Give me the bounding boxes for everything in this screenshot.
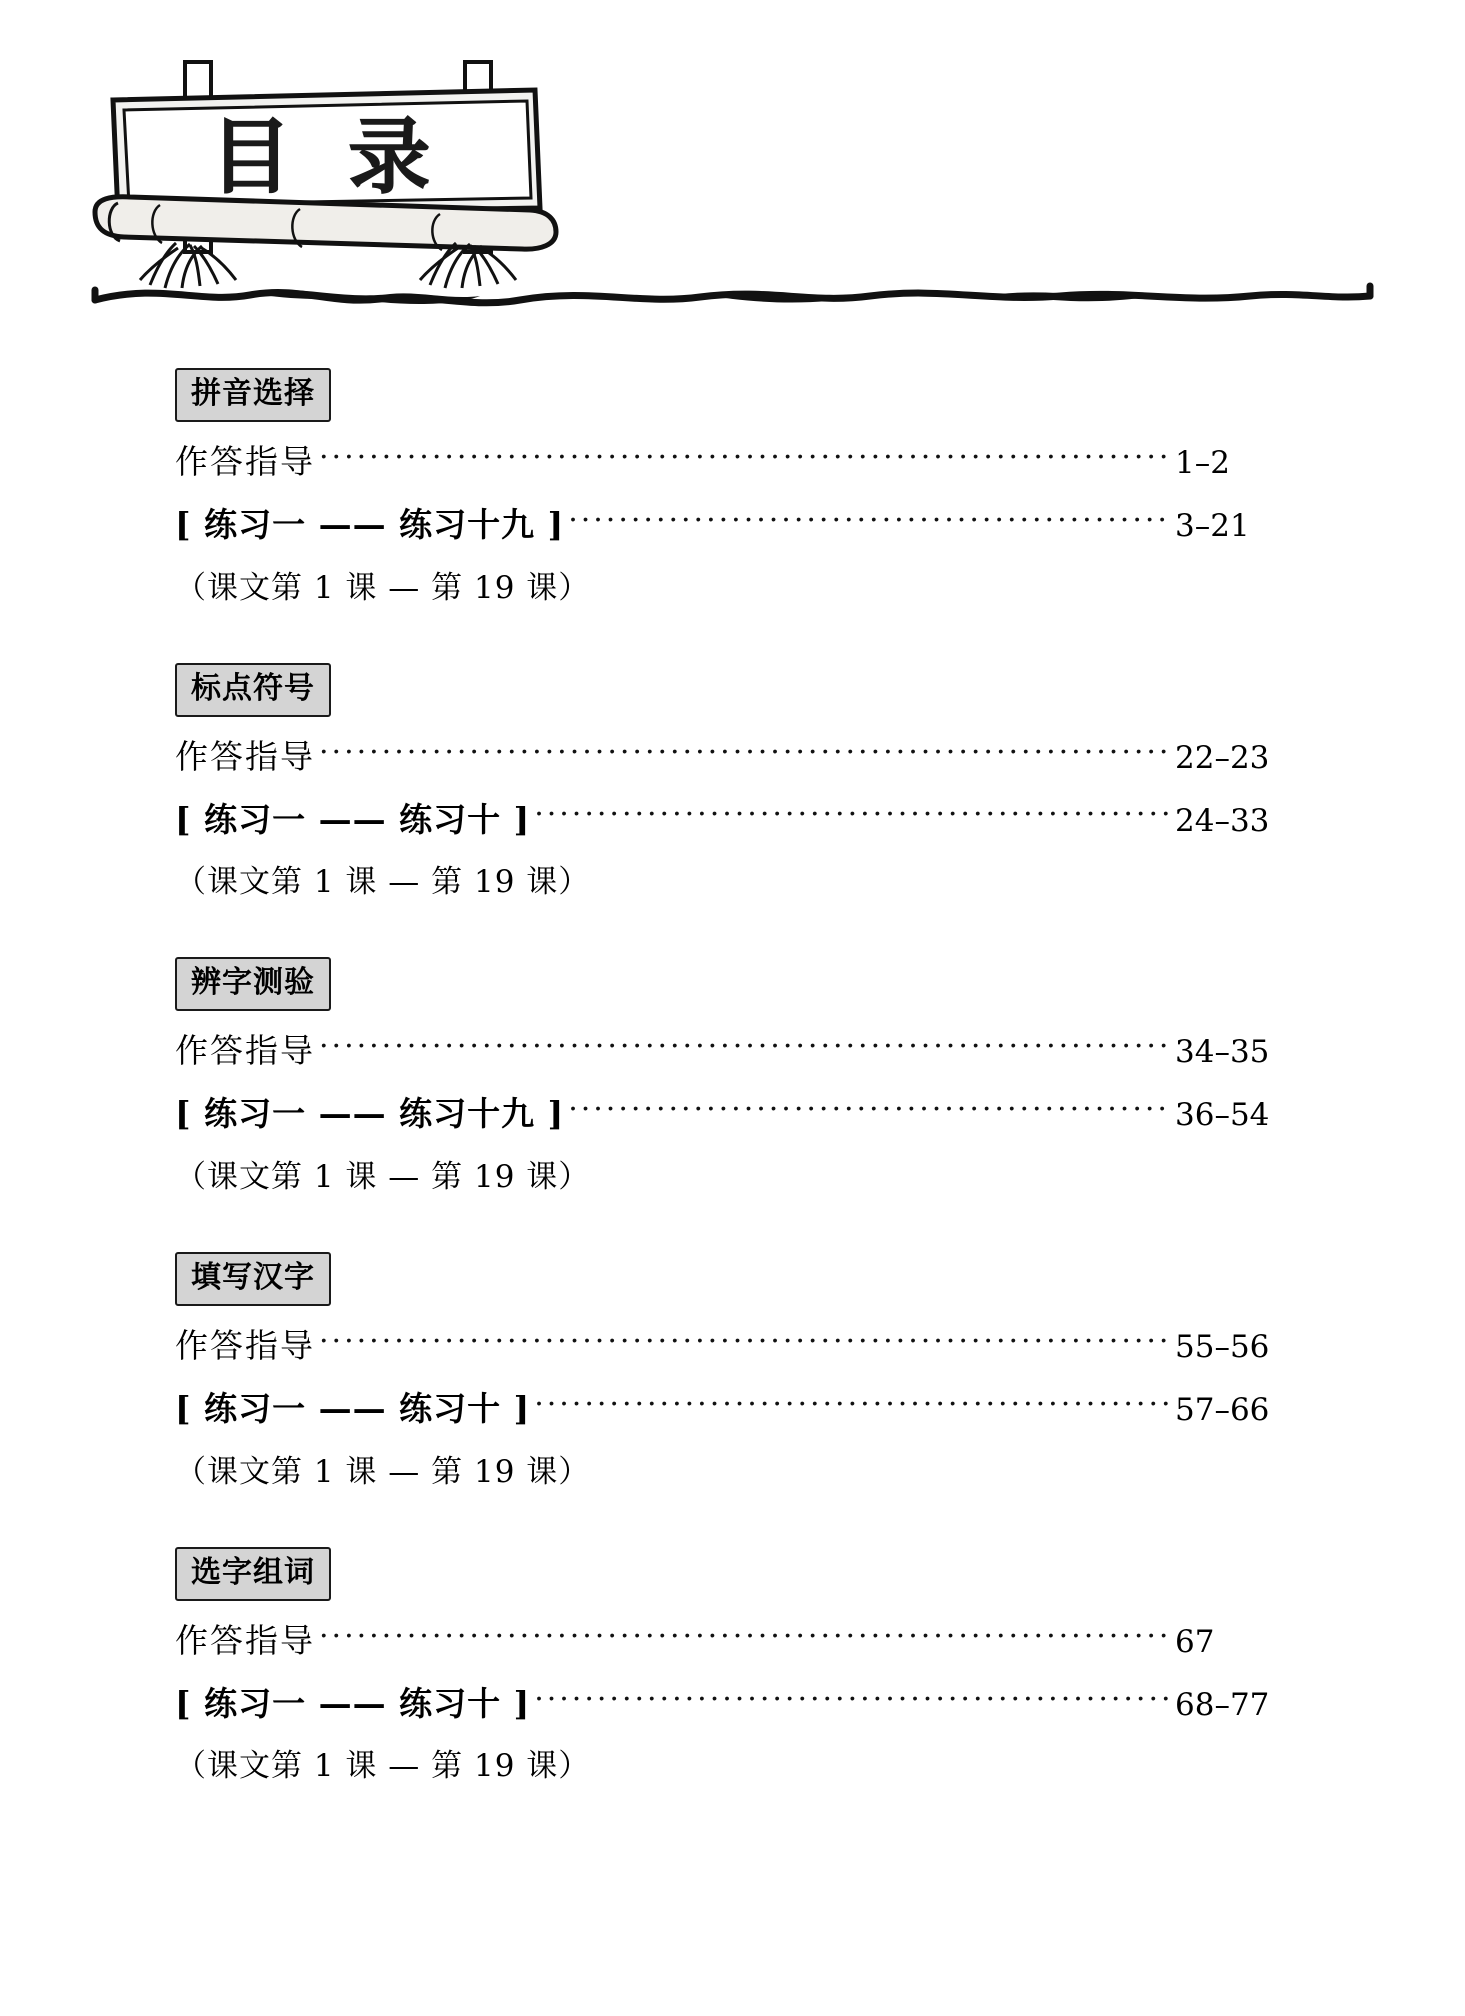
leader-dots xyxy=(319,1324,1171,1357)
entry-label: 作答指导 xyxy=(175,1326,315,1366)
leader-dots xyxy=(534,798,1171,831)
entry-label: 作答指导 xyxy=(175,1031,315,1071)
leader-dots xyxy=(319,1029,1171,1062)
entry-pages: 68–77 xyxy=(1175,1686,1270,1723)
toc-entry-guide[interactable] xyxy=(175,1324,1295,1369)
entry-pages: 55–56 xyxy=(1175,1329,1270,1366)
toc-entry-exercise[interactable] xyxy=(175,1682,1295,1727)
entry-pages: 34–35 xyxy=(1175,1034,1270,1071)
entry-note: （课文第 1 课 — 第 19 课） xyxy=(175,864,591,901)
entry-note: （课文第 1 课 — 第 19 课） xyxy=(175,1159,591,1196)
entry-label: 作答指导 xyxy=(175,442,315,481)
entry-label: [ 练习一 —— 练习十九 ] xyxy=(175,1094,565,1134)
leader-dots xyxy=(319,1619,1171,1652)
section-title-badge: 辨字测验 xyxy=(175,957,331,1011)
section-title-badge: 填写汉字 xyxy=(175,1252,331,1306)
toc-entry-guide[interactable] xyxy=(175,1619,1295,1664)
entry-label: 作答指导 xyxy=(175,736,315,776)
toc-section xyxy=(175,663,1295,902)
entry-pages: 36–54 xyxy=(1175,1097,1270,1134)
entry-label: [ 练习一 —— 练习十 ] xyxy=(175,1683,531,1723)
entry-pages: 24–33 xyxy=(1175,802,1270,839)
entry-label: [ 练习一 —— 练习十九 ] xyxy=(175,504,565,544)
toc-entry-exercise[interactable] xyxy=(175,798,1295,843)
toc-section xyxy=(175,957,1295,1196)
table-of-contents xyxy=(175,368,1295,1785)
entry-pages: 22–23 xyxy=(1175,739,1270,776)
entry-label: [ 练习一 —— 练习十 ] xyxy=(175,1388,531,1428)
page-header xyxy=(0,0,1465,320)
leader-dots xyxy=(319,440,1171,473)
toc-entry-guide[interactable] xyxy=(175,1029,1295,1074)
leader-dots xyxy=(534,1387,1171,1420)
toc-entry-guide[interactable] xyxy=(175,735,1295,780)
entry-pages: 1–2 xyxy=(1175,445,1230,481)
section-title-badge: 选字组词 xyxy=(175,1547,331,1601)
entry-pages: 67 xyxy=(1175,1623,1215,1660)
page-title: 目 录 xyxy=(209,110,445,205)
toc-entry-exercise[interactable] xyxy=(175,503,1295,548)
entry-label: 作答指导 xyxy=(175,1620,315,1660)
signboard-illustration xyxy=(0,0,1465,320)
toc-section xyxy=(175,368,1295,607)
toc-section xyxy=(175,1547,1295,1786)
leader-dots xyxy=(319,735,1171,768)
leader-dots xyxy=(568,1092,1171,1125)
toc-entry-exercise[interactable] xyxy=(175,1092,1295,1137)
leader-dots xyxy=(568,503,1171,536)
entry-label: [ 练习一 —— 练习十 ] xyxy=(175,799,531,839)
entry-pages: 57–66 xyxy=(1175,1391,1270,1428)
toc-section xyxy=(175,1252,1295,1491)
section-title-badge: 标点符号 xyxy=(175,663,331,717)
leader-dots xyxy=(534,1682,1171,1715)
toc-entry-exercise[interactable] xyxy=(175,1387,1295,1432)
entry-note: （课文第 1 课 — 第 19 课） xyxy=(175,1453,591,1490)
toc-entry-guide[interactable] xyxy=(175,440,1295,485)
entry-note: （课文第 1 课 — 第 19 课） xyxy=(175,1748,591,1785)
section-title-badge: 拼音选择 xyxy=(175,368,331,422)
entry-note: （课文第 1 课 — 第 19 课） xyxy=(175,569,591,606)
entry-pages: 3–21 xyxy=(1175,507,1250,544)
